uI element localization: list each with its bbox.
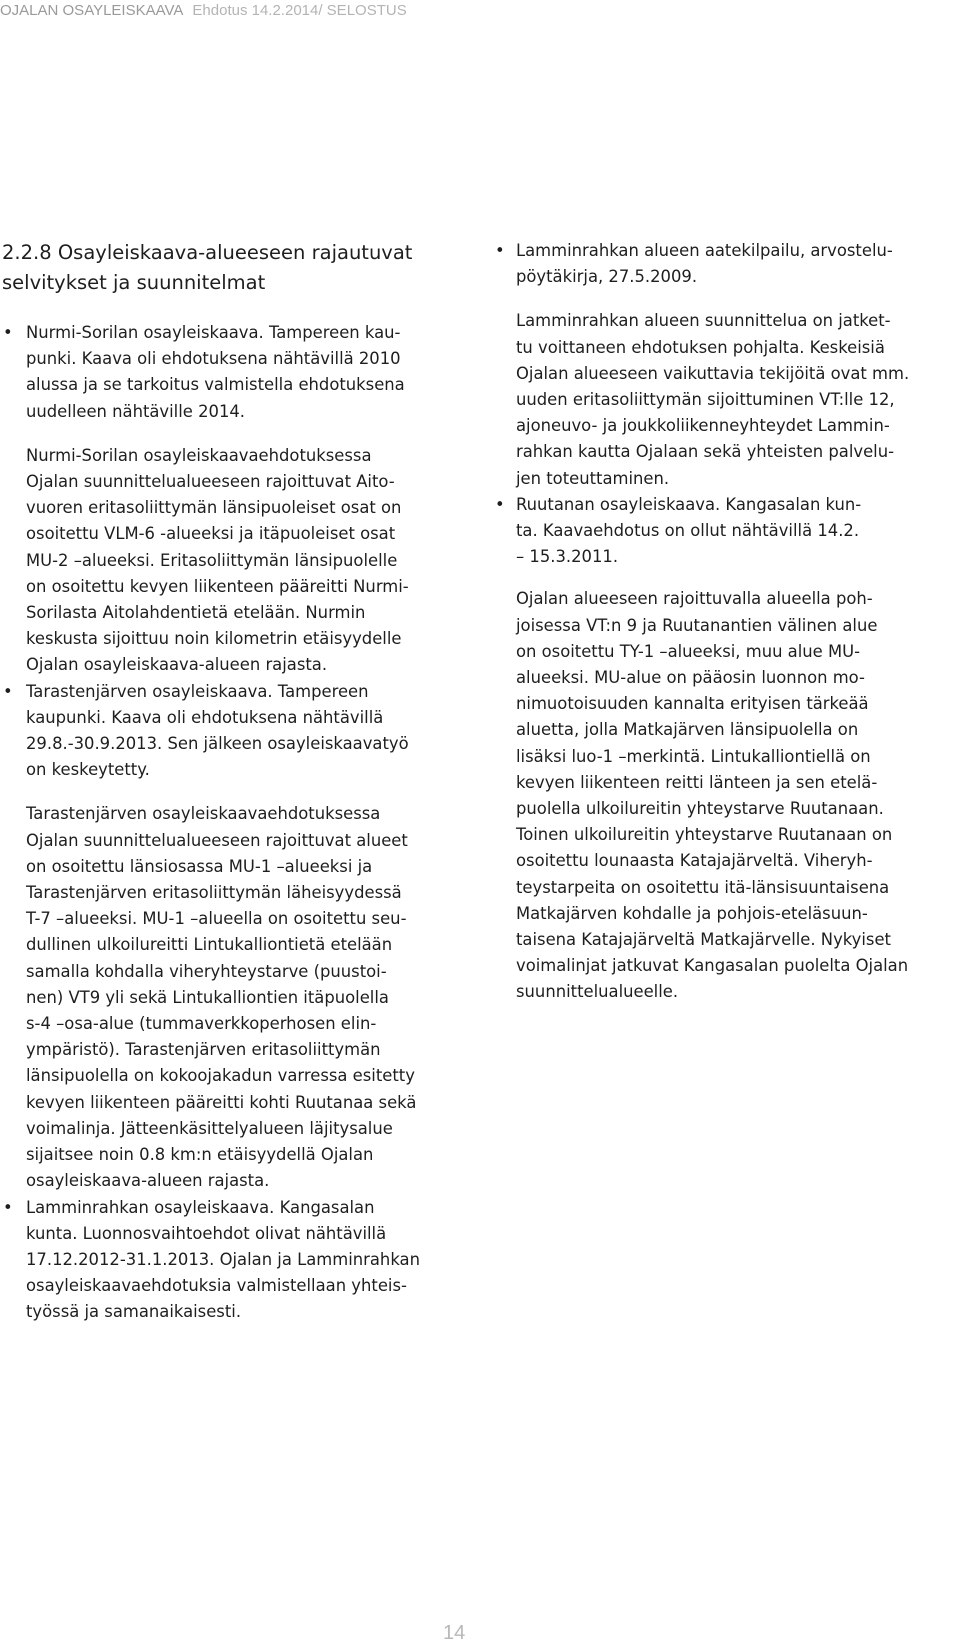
bullet-aatekilpailu: • Lamminrahkan alueen aatekilpailu, arvostelu- pöytäkirja, 27.5.2009. bbox=[494, 238, 958, 290]
document-subtitle: Ehdotus 14.2.2014/ SELOSTUS bbox=[192, 2, 407, 19]
page-number: 14 bbox=[443, 1622, 466, 1644]
bullet-tarastenjarvi: • Tarastenjärven osayleiskaava. Tampereen kaupunki. Kaava oli ehdotuksena nähtävillä 29.8.-30.9.2013. Sen jälkeen osayleiskaavatyö on keskeytetty. bbox=[2, 679, 454, 784]
bullet-ruutana: • Ruutanan osayleiskaava. Kangasalan kun- ta. Kaavaehdotus on ollut nähtävillä 14.2. – 15.3.2011. bbox=[494, 492, 958, 571]
bullet-list-lamminrahka-kaava bbox=[2, 1195, 454, 1326]
bullet-lamminrahka-kaava: • Lamminrahkan osayleiskaava. Kangasalan kunta. Luonnosvaihtoehdot olivat nähtävillä 17.12.2012-31.1.2013. Ojalan ja Lamminrahkan osayleiskaavaehdotuksia valmistellaan yhteis- työssä ja samanaikaisesti. bbox=[2, 1195, 454, 1326]
paragraph-lamminrahka-suunnittelu: Lamminrahkan alueen suunnittelua on jatket- tu voittaneen ehdotuksen pohjalta. Keskeisiä Ojalan alueeseen vaikuttavia tekijöitä ovat mm. uuden eritasoliittymän sijoittuminen VT:lle 12, ajoneuvo- ja joukkoliikenneyhteydet Lammin- rahkan kautta Ojalaan sekä yhteisten palvelu- jen toteuttaminen. bbox=[516, 311, 910, 488]
running-header bbox=[0, 2, 407, 19]
paragraph-nurmi-sorila: Nurmi-Sorilan osayleiskaavaehdotuksessa Ojalan suunnittelualueeseen rajoittuvat Aito- vuoren eritasoliittymän länsipuoleiset osat on osoitettu VLM-6 -alueeksi ja itäpuoleiset osat MU-2 –alueeksi. Eritasoliittymän länsipuolelle on osoitettu kevyen liikenteen pääreitti Nurmi- Sorilasta Aitolahdentietä etelään. Nurmin keskusta sijoittuu noin kilometrin etäisyydelle Ojalan osayleiskaava-alueen rajasta. bbox=[26, 445, 409, 675]
paragraph-tarastenjarvi: Tarastenjärven osayleiskaavaehdotuksessa Ojalan suunnittelualueeseen rajoittuvat alueet on osoitettu länsiosassa MU-1 –alueeksi ja Tarastenjärven eritasoliittymän läheisyydessä T-7 –alueeksi. MU-1 –alueella on osoitettu seu- dullinen ulkoilureitti Lintukalliontietä etelään samalla kohdalla viheryhteystarve (puustoi- nen) VT9 yli sekä Lintukalliontien itäpuolella s-4 –osa-alue (tummaverkkoperhosen elin- ympäristö). Tarastenjärven eritasoliittymän länsipuolella on kokoojakadun varressa esitetty kevyen liikenteen pääreitti kohti Ruutanaa sekä voimalinja. Jätteenkäsittelyalueen läjitysalue sijaitsee noin 0.8 km:n etäisyydellä Ojalan osayleiskaava-alueen rajasta. bbox=[26, 804, 417, 1191]
left-column bbox=[2, 238, 454, 1326]
bullet-nurmi-sorila: • Nurmi-Sorilan osayleiskaava. Tampereen kau- punki. Kaava oli ehdotuksena nähtävillä 2010 alussa ja se tarkoitus valmistella ehdotuksena uudelleen nähtäville 2014. bbox=[2, 320, 454, 425]
paragraph-ruutana: Ojalan alueeseen rajoittuvalla alueella poh- joisessa VT:n 9 ja Ruutanantien välinen alue on osoitettu TY-1 –alueeksi, muu alue MU- alueeksi. MU-alue on pääosin luonnon mo- nimuotoisuuden kannalta erityisen tärkeää aluetta, jolla Matkajärven länsipuolella on lisäksi luo-1 –merkintä. Lintukalliontiellä on kevyen liikenteen reitti länteen ja sen etelä- puolella ulkoilureitin yhteystarve Ruutanaan. Toinen ulkoilureitin yhteystarve Ruutanaan on osoitettu lounaasta Katajajärveltä. Viheryh- teystarpeita on osoitettu itä-länsisuuntaisena Matkajärven kohdalle ja pohjois-eteläsuun- taisena Katajajärveltä Matkajärvelle. Nykyiset voimalinjat jatkuvat Kangasalan puolelta Ojalan suunnittelualueelle. bbox=[516, 589, 909, 1002]
bullet-list-aatekilpailu bbox=[494, 238, 958, 290]
bullet-list-nurmi-sorila bbox=[2, 320, 454, 425]
section-heading: 2.2.8 Osayleiskaava-alueeseen rajautuvat selvitykset ja suunnitelmat bbox=[2, 241, 413, 294]
bullet-list-tarastenjarvi bbox=[2, 679, 454, 784]
bullet-list-ruutana bbox=[494, 492, 958, 571]
document-title: OJALAN OSAYLEISKAAVA bbox=[0, 2, 184, 19]
right-column bbox=[494, 238, 958, 1006]
